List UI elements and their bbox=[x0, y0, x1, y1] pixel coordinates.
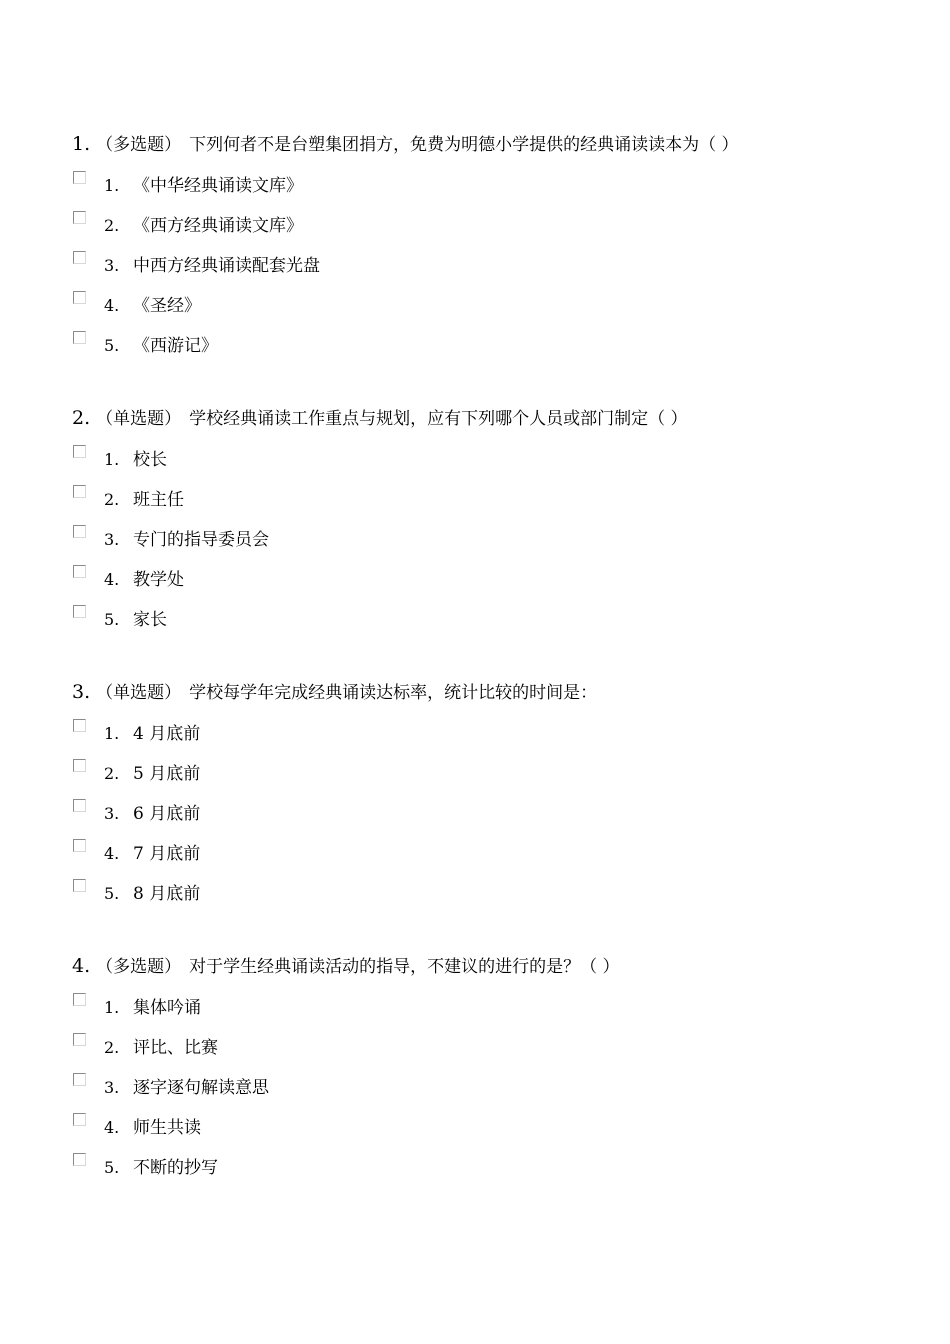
option-text: 中西方经典诵读配套光盘 bbox=[133, 256, 320, 276]
question-type: （多选题） bbox=[96, 135, 182, 155]
checkbox[interactable] bbox=[73, 799, 86, 812]
option-row[interactable] bbox=[72, 877, 892, 917]
option-text: 专门的指导委员会 bbox=[133, 530, 269, 550]
option-text: 家长 bbox=[133, 610, 167, 630]
question-1 bbox=[72, 129, 892, 369]
option-text: 《圣经》 bbox=[133, 296, 201, 316]
question-type: （单选题） bbox=[96, 409, 182, 429]
option-number: 5. bbox=[104, 884, 120, 903]
checkbox[interactable] bbox=[73, 445, 86, 458]
option-row[interactable] bbox=[72, 991, 892, 1031]
checkbox[interactable] bbox=[73, 1073, 86, 1086]
checkbox[interactable] bbox=[73, 605, 86, 618]
option-row[interactable] bbox=[72, 1111, 892, 1151]
question-number: 4. bbox=[72, 955, 91, 977]
option-text: 《西游记》 bbox=[133, 336, 218, 356]
question-title bbox=[72, 403, 892, 433]
option-number: 4. bbox=[104, 296, 120, 315]
checkbox[interactable] bbox=[73, 565, 86, 578]
option-text: 4 月底前 bbox=[133, 724, 201, 744]
checkbox[interactable] bbox=[73, 485, 86, 498]
question-number: 2. bbox=[72, 407, 91, 429]
question-4 bbox=[72, 951, 892, 1191]
option-number: 3. bbox=[104, 256, 120, 275]
option-number: 3. bbox=[104, 530, 120, 549]
option-text: 集体吟诵 bbox=[133, 998, 201, 1018]
option-number: 2. bbox=[104, 764, 120, 783]
option-number: 1. bbox=[104, 724, 120, 743]
question-number: 3. bbox=[72, 681, 91, 703]
question-text: 对于学生经典诵读活动的指导，不建议的进行的是？（ ） bbox=[189, 957, 620, 977]
option-text: 师生共读 bbox=[133, 1118, 201, 1138]
option-text: 5 月底前 bbox=[133, 764, 201, 784]
question-title bbox=[72, 677, 892, 707]
option-row[interactable] bbox=[72, 249, 892, 289]
checkbox[interactable] bbox=[73, 525, 86, 538]
option-number: 2. bbox=[104, 1038, 120, 1057]
option-number: 4. bbox=[104, 570, 120, 589]
option-text: 评比、比赛 bbox=[133, 1038, 218, 1058]
option-text: 《西方经典诵读文库》 bbox=[133, 216, 303, 236]
question-2 bbox=[72, 403, 892, 643]
option-text: 7 月底前 bbox=[133, 844, 201, 864]
checkbox[interactable] bbox=[73, 993, 86, 1006]
option-row[interactable] bbox=[72, 757, 892, 797]
checkbox[interactable] bbox=[73, 251, 86, 264]
option-row[interactable] bbox=[72, 169, 892, 209]
question-text: 下列何者不是台塑集团捐方，免费为明德小学提供的经典诵读读本为（ ） bbox=[189, 135, 739, 155]
option-row[interactable] bbox=[72, 209, 892, 249]
option-row[interactable] bbox=[72, 443, 892, 483]
option-row[interactable] bbox=[72, 483, 892, 523]
checkbox[interactable] bbox=[73, 331, 86, 344]
checkbox[interactable] bbox=[73, 1033, 86, 1046]
option-row[interactable] bbox=[72, 1151, 892, 1191]
option-row[interactable] bbox=[72, 563, 892, 603]
option-text: 8 月底前 bbox=[133, 884, 201, 904]
option-row[interactable] bbox=[72, 523, 892, 563]
checkbox[interactable] bbox=[73, 171, 86, 184]
option-number: 5. bbox=[104, 1158, 120, 1177]
checkbox[interactable] bbox=[73, 1153, 86, 1166]
option-number: 4. bbox=[104, 844, 120, 863]
option-number: 4. bbox=[104, 1118, 120, 1137]
question-title bbox=[72, 129, 892, 159]
option-text: 班主任 bbox=[133, 490, 184, 510]
option-number: 2. bbox=[104, 490, 120, 509]
checkbox[interactable] bbox=[73, 719, 86, 732]
checkbox[interactable] bbox=[73, 211, 86, 224]
checkbox[interactable] bbox=[73, 1113, 86, 1126]
option-number: 5. bbox=[104, 610, 120, 629]
option-number: 3. bbox=[104, 804, 120, 823]
option-row[interactable] bbox=[72, 717, 892, 757]
option-number: 5. bbox=[104, 336, 120, 355]
option-row[interactable] bbox=[72, 289, 892, 329]
option-row[interactable] bbox=[72, 1071, 892, 1111]
option-number: 2. bbox=[104, 216, 120, 235]
option-text: 教学处 bbox=[133, 570, 184, 590]
checkbox[interactable] bbox=[73, 759, 86, 772]
question-type: （多选题） bbox=[96, 957, 182, 977]
checkbox[interactable] bbox=[73, 879, 86, 892]
option-number: 1. bbox=[104, 450, 120, 469]
option-text: 《中华经典诵读文库》 bbox=[133, 176, 303, 196]
option-text: 校长 bbox=[133, 450, 167, 470]
option-row[interactable] bbox=[72, 1031, 892, 1071]
option-text: 不断的抄写 bbox=[133, 1158, 218, 1178]
option-text: 6 月底前 bbox=[133, 804, 201, 824]
question-text: 学校经典诵读工作重点与规划，应有下列哪个人员或部门制定（ ） bbox=[189, 409, 688, 429]
checkbox[interactable] bbox=[73, 839, 86, 852]
option-number: 3. bbox=[104, 1078, 120, 1097]
option-row[interactable] bbox=[72, 329, 892, 369]
option-number: 1. bbox=[104, 176, 120, 195]
checkbox[interactable] bbox=[73, 291, 86, 304]
question-title bbox=[72, 951, 892, 981]
option-row[interactable] bbox=[72, 603, 892, 643]
question-text: 学校每学年完成经典诵读达标率，统计比较的时间是： bbox=[189, 683, 598, 703]
option-row[interactable] bbox=[72, 837, 892, 877]
question-3 bbox=[72, 677, 892, 917]
option-number: 1. bbox=[104, 998, 120, 1017]
option-row[interactable] bbox=[72, 797, 892, 837]
question-type: （单选题） bbox=[96, 683, 182, 703]
question-number: 1. bbox=[72, 133, 91, 155]
option-text: 逐字逐句解读意思 bbox=[133, 1078, 269, 1098]
